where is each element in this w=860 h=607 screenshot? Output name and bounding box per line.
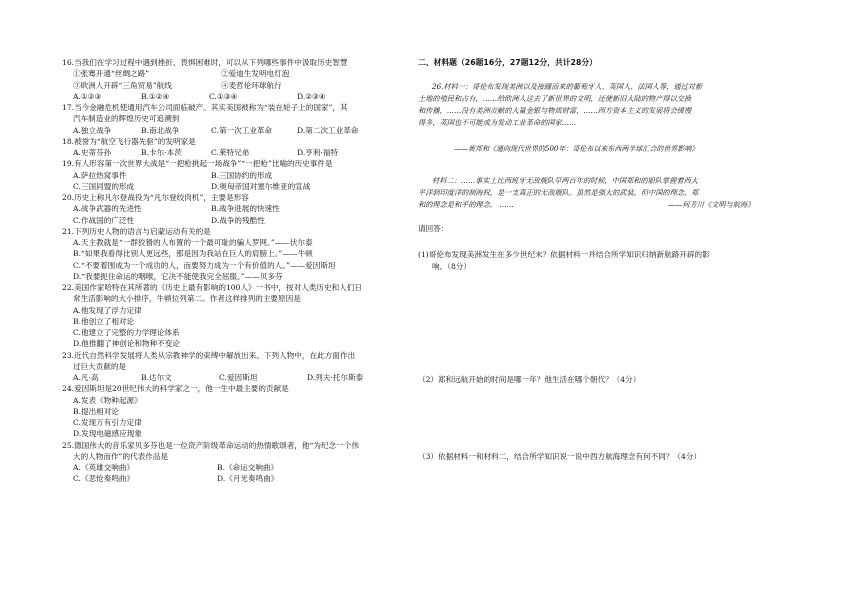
q23-stem-cont: 过巨大贡献的是 <box>73 361 127 371</box>
q16-option-b: B.①②④ <box>141 91 170 101</box>
q21-option-a: A.天主教就是“一群狡猾的人布置的一个最可耻的骗人罗网。”——伏尔泰 <box>73 238 313 247</box>
q21-option-b: B.“如果我看得比别人更远些，那是因为我站在巨人的肩膀上。”——牛顿 <box>73 249 313 259</box>
left-column <box>62 57 407 485</box>
q16-statement-1: ①张骞开通“丝绸之路” <box>73 69 150 79</box>
answer-prompt: 请回答： <box>418 223 449 233</box>
q25-stem: 25.德国伟大的音乐家贝多芬也是一位资产阶级革命运动的热情歌颂者，他“为纪念一个伟 <box>62 440 359 450</box>
q16-statement-3: ③欧洲人开辟“三角贸易”航线 <box>73 80 172 90</box>
material-one <box>418 81 803 155</box>
q17-option-a: A.独立战争 <box>73 125 112 135</box>
material-one-line-2: 土地的殖民和占有，……给欧洲人送去了新世界的文明，还使新旧大陆的物产得以交换 <box>418 93 692 103</box>
q25-option-a: A.《英雄交响曲》 <box>73 463 135 472</box>
q18-option-a: A.史蒂芬孙 <box>73 148 112 157</box>
material-two-line-3-row <box>418 199 803 211</box>
right-column <box>418 57 803 463</box>
q18-options <box>62 147 407 158</box>
material-one-source: ——黄邦和《通向现代世界的500年：哥伦布以来东西两半球汇合的世界影响》 <box>454 144 699 153</box>
q22-stem: 22.美国作家哈特在其所著的《历史上最有影响的100人》一书中，按对人类历史和人们日 <box>62 283 362 292</box>
subquestion-2: （2）郑和远航开始的时间是哪一年？他生活在哪个朝代？（4分） <box>418 374 641 384</box>
subquestion-3: （3）依据材料一和材料二，结合所学知识说一说中西方航海理念有何不同？（4分） <box>418 451 702 461</box>
q16-option-c: C.①③④ <box>209 91 238 101</box>
q22-option-c: C.他建立了完整的力学理论体系 <box>73 328 180 337</box>
q23-option-b: B.达尔文 <box>141 373 172 382</box>
material-two-line-1: 材料二：……事实上比西班牙无敌舰队早两百年的时候，中国郑和的船队掌握着西大 <box>432 175 698 185</box>
q16-statement-4: ④麦哲伦环球航行 <box>221 80 282 90</box>
q25-option-b: B.《命运交响曲》 <box>217 463 279 472</box>
q25-stem-cont: 大的人物而作”的代表作品是 <box>73 451 169 461</box>
q18-option-d: D.亨利·福特 <box>297 148 339 157</box>
material-one-line-3: 和传播，……没有美洲贡献的大量金银与物质财富，……西方资本主义的发展将会缓慢 <box>418 105 692 115</box>
q20-stem: 20.历史上称凡尔登战役为“凡尔登绞肉机”，主要是形容 <box>62 193 249 202</box>
q24-stem: 24.爱因斯坦是20世纪伟大的科学家之一，他一生中最主要的贡献是 <box>62 384 289 394</box>
q20-option-d: D.战争的残酷性 <box>211 215 265 225</box>
q16-option-d: D.②③④ <box>297 91 326 101</box>
q16-statement-2: ②爱迪生发明电灯泡 <box>221 69 290 79</box>
q23-options <box>62 372 407 383</box>
q18-stem: 18.被誉为“航空飞行器先驱”的发明家是 <box>62 136 196 146</box>
q19-stem: 19.有人形容第一次世界大战是“一把枪挑起一场战争”“一把枪”比喻的历史事件是 <box>62 159 333 169</box>
q24-option-c: C.发现万有引力定律 <box>73 418 142 427</box>
q20-option-c: C.作战国的广泛性 <box>73 215 135 225</box>
q19-option-b: B.三国协约的形成 <box>211 170 273 180</box>
q16-statements-row1 <box>62 68 407 79</box>
q20-option-b: B.战争进展的快速性 <box>211 204 280 214</box>
q16-option-a: A.①②③ <box>73 91 102 101</box>
q25-option-d: D.《月光奏鸣曲》 <box>217 474 279 484</box>
material-two-source: ——何芳川《文明与航海》 <box>668 199 755 209</box>
material-two <box>418 175 803 211</box>
q16-statements-row2 <box>62 80 407 91</box>
q19-option-d: D.奥匈帝国对塞尔维亚的宣战 <box>211 181 311 191</box>
q21-option-c: C.“不要着围成为一个成功的人，而要努力成为一个有价值的人。”——爱因斯坦 <box>73 260 336 270</box>
q22-stem-cont: 常生活影响的大小排序，牛顿位列第二。作者这样排列的主要原因是 <box>73 294 301 304</box>
q17-option-d: D.第二次工业革命 <box>297 125 359 135</box>
q17-stem: 17.当今金融危机使通用汽车公司面临破产。其实美国被称为“装在轮子上的国家”，其 <box>62 103 348 112</box>
q22-option-d: D.他推翻了神创论和物种不变论 <box>73 339 180 349</box>
q19-option-a: A.萨拉热窝事件 <box>73 170 127 180</box>
material-one-line-1: 26.材料一：哥伦布发现美洲以及接踵而来的葡萄牙人、英国人、法国人等，通过对新 <box>432 81 703 91</box>
material-one-line-4: 得多，英国也不可能成为发动工业革命的国家…… <box>418 117 577 127</box>
q23-option-c: C.爱因斯坦 <box>219 373 258 382</box>
q17-option-b: B.南北战争 <box>141 125 180 135</box>
material-two-line-2: 平洋到印度洋的制海权，是一支真正的无敌舰队。虽然是强大的武装，但中国的理念、郑 <box>418 187 699 197</box>
q25-options-row2 <box>62 473 407 484</box>
q19-option-c: C.三国同盟的形成 <box>73 181 135 191</box>
q17-stem-cont: 汽车制造业的辉煌历史可追溯到 <box>73 114 180 124</box>
q25-option-c: C.《悲怆奏鸣曲》 <box>73 474 135 484</box>
material-two-line-3: 和的理念是和平的理念。 …… <box>418 199 514 209</box>
q24-option-b: B.提出相对论 <box>73 406 119 416</box>
q17-option-c: C.第一次工业革命 <box>211 125 273 135</box>
q16-stem: 16.当我们在学习过程中遇到挫折、畏惧困难时，可以从下列哪些事件中汲取历史智慧 <box>62 58 348 67</box>
q18-option-c: C.莱特兄弟 <box>211 148 250 157</box>
subquestion-1-line-2: 响。（8分） <box>432 261 471 271</box>
q22-option-b: B.他创立了相对论 <box>73 316 135 326</box>
q23-option-a: A.凡·高 <box>73 373 99 382</box>
subquestion-1 <box>418 249 803 273</box>
q19-options-row1 <box>62 170 407 181</box>
q20-options-row2 <box>62 215 407 226</box>
q24-option-d: D.发现电磁感应现象 <box>73 429 142 439</box>
q20-option-a: A.战争武器的先进性 <box>73 204 142 214</box>
q16-options <box>62 91 407 102</box>
q23-option-d: D.列夫·托尔斯泰 <box>307 373 364 382</box>
q17-options <box>62 125 407 136</box>
q22-option-a: A.他发现了浮力定律 <box>73 305 142 315</box>
q23-stem: 23.近代自然科学发展将人类从宗教神学的束缚中解放出来。下列人物中，在此方面作出 <box>62 350 356 360</box>
section-title: 二、材料题（26题16分，27题12分，共计28分） <box>418 58 597 67</box>
q25-options-row1 <box>62 462 407 473</box>
q24-option-a: A.发表《物种起源》 <box>73 395 142 405</box>
q19-options-row2 <box>62 181 407 192</box>
q20-options-row1 <box>62 203 407 214</box>
subquestion-1-line-1: (1)哥伦布发现美洲发生在多少世纪末？依据材料一并结合所学知识归纳新航路开辟的影 <box>418 249 710 259</box>
q18-option-b: B.卡尔·本茨 <box>141 148 182 157</box>
q21-stem: 21.下列历史人物的语言与启蒙运动有关的是 <box>62 226 211 236</box>
q21-option-d: D.“我要扼住命运的咽喉，它决不能使我完全屈服。”——贝多芬 <box>73 271 283 281</box>
